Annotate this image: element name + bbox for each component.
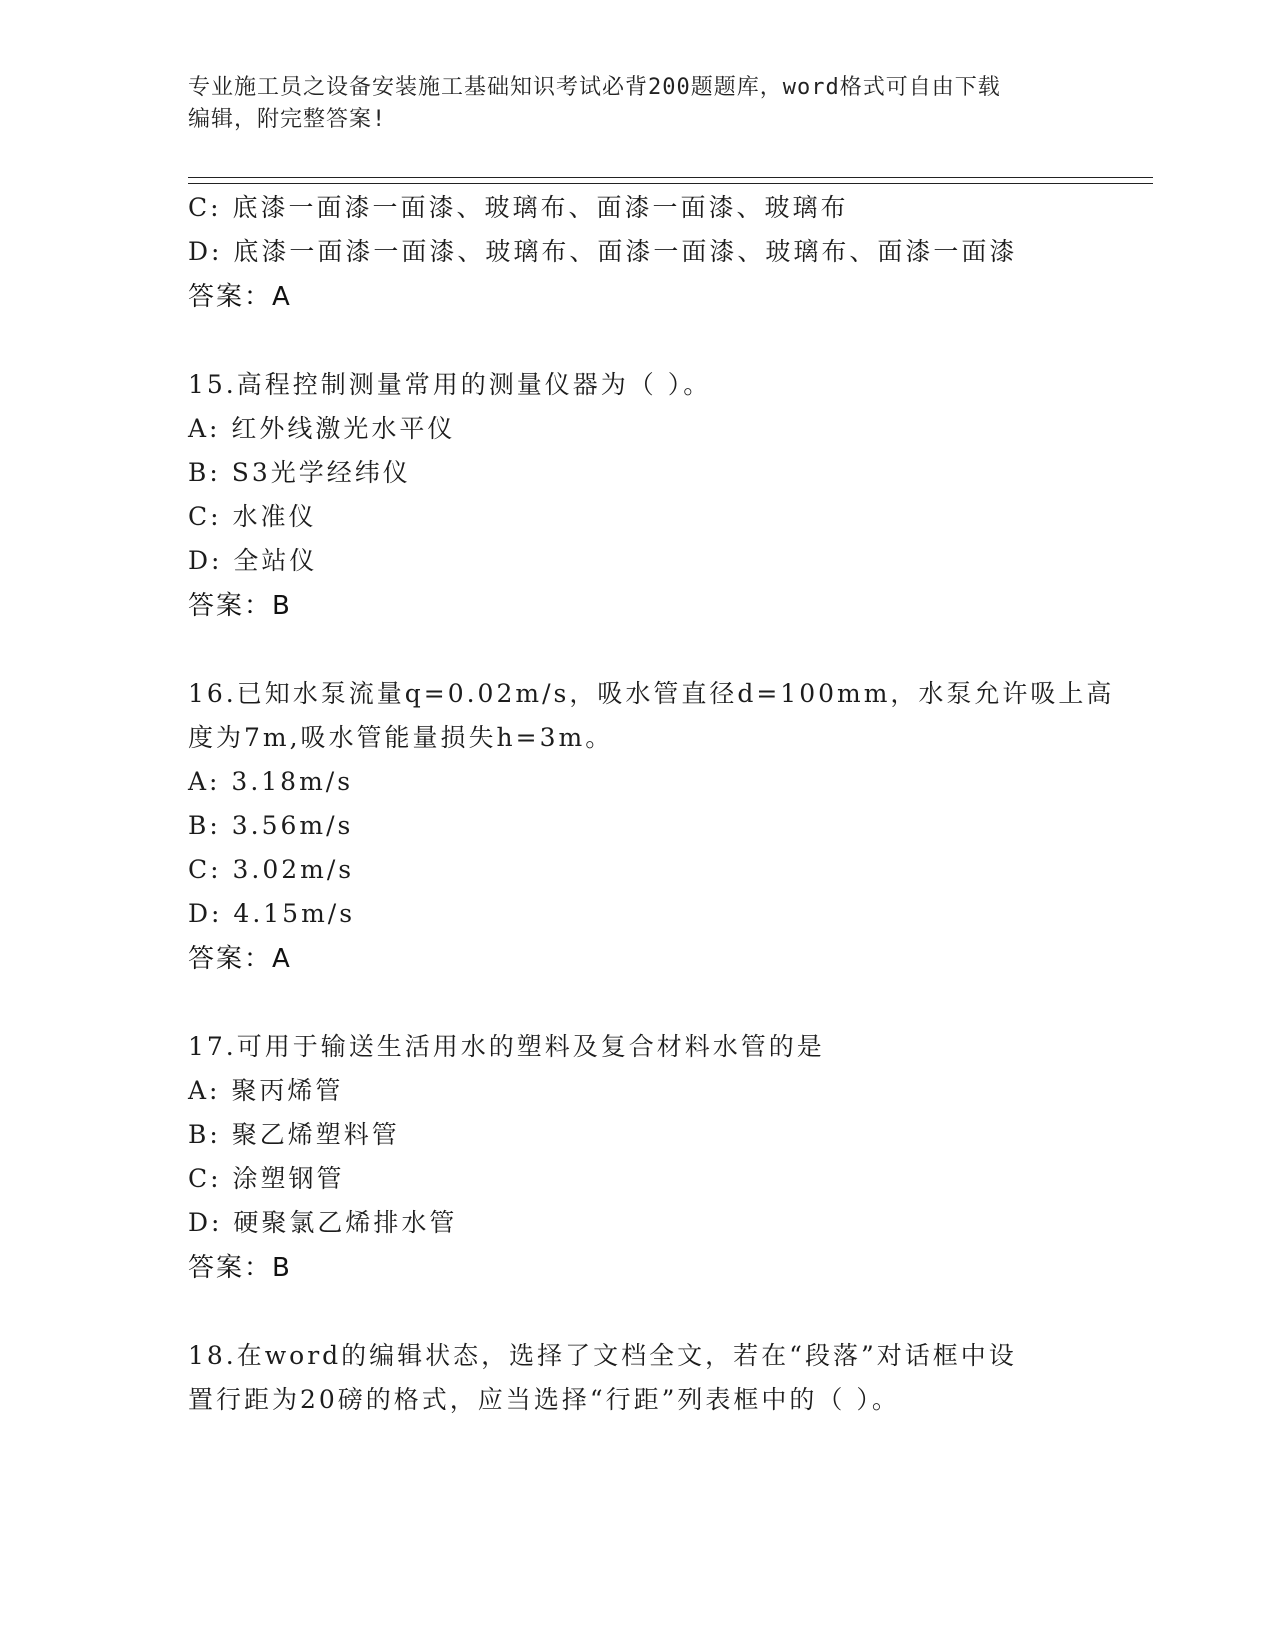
q16-question-line-2: 度为7m,吸水管能量损失h=3m。	[188, 723, 614, 752]
q15-answer: 答案：B	[188, 591, 292, 621]
q15-option-a: A: 红外线激光水平仪	[188, 414, 456, 443]
q16-question-line-1: 16.已知水泵流量q=0.02m/s，吸水管直径d=100mm，水泵允许吸上高	[188, 679, 1115, 708]
q15-option-b: B: S3光学经纬仪	[188, 458, 411, 487]
q15-option-c: C: 水准仪	[188, 502, 317, 531]
q15-question: 15.高程控制测量常用的测量仪器为（ ）。	[188, 370, 712, 399]
q17-option-b: B: 聚乙烯塑料管	[188, 1120, 400, 1149]
q14-option-c: C: 底漆一面漆一面漆、玻璃布、面漆一面漆、玻璃布	[188, 193, 849, 222]
q16-option-a: A: 3.18m/s	[188, 767, 354, 796]
q18-question-line-2: 置行距为20磅的格式，应当选择“行距”列表框中的（ ）。	[188, 1385, 900, 1414]
header-divider-bottom	[188, 183, 1153, 184]
q14-option-d: D: 底漆一面漆一面漆、玻璃布、面漆一面漆、玻璃布、面漆一面漆	[188, 237, 1018, 266]
q18-question-line-1: 18.在word的编辑状态，选择了文档全文，若在“段落”对话框中设	[188, 1341, 1017, 1370]
header-divider-top	[188, 177, 1153, 178]
q17-option-c: C: 涂塑钢管	[188, 1164, 345, 1193]
q16-option-c: C: 3.02m/s	[188, 855, 355, 884]
q16-option-b: B: 3.56m/s	[188, 811, 354, 840]
document-header	[188, 72, 1088, 136]
q16-option-d: D: 4.15m/s	[188, 899, 356, 928]
q17-answer: 答案：B	[188, 1253, 292, 1283]
q17-option-a: A: 聚丙烯管	[188, 1076, 344, 1105]
q15-option-d: D: 全站仪	[188, 546, 318, 575]
q14-answer: 答案：A	[188, 282, 292, 312]
q17-option-d: D: 硬聚氯乙烯排水管	[188, 1208, 458, 1237]
header-line-2: 编辑，附完整答案!	[188, 107, 387, 132]
q17-question: 17.可用于输送生活用水的塑料及复合材料水管的是	[188, 1032, 825, 1061]
header-line-1: 专业施工员之设备安装施工基础知识考试必背200题题库，word格式可自由下载	[188, 75, 1001, 100]
q16-answer: 答案：A	[188, 944, 292, 974]
